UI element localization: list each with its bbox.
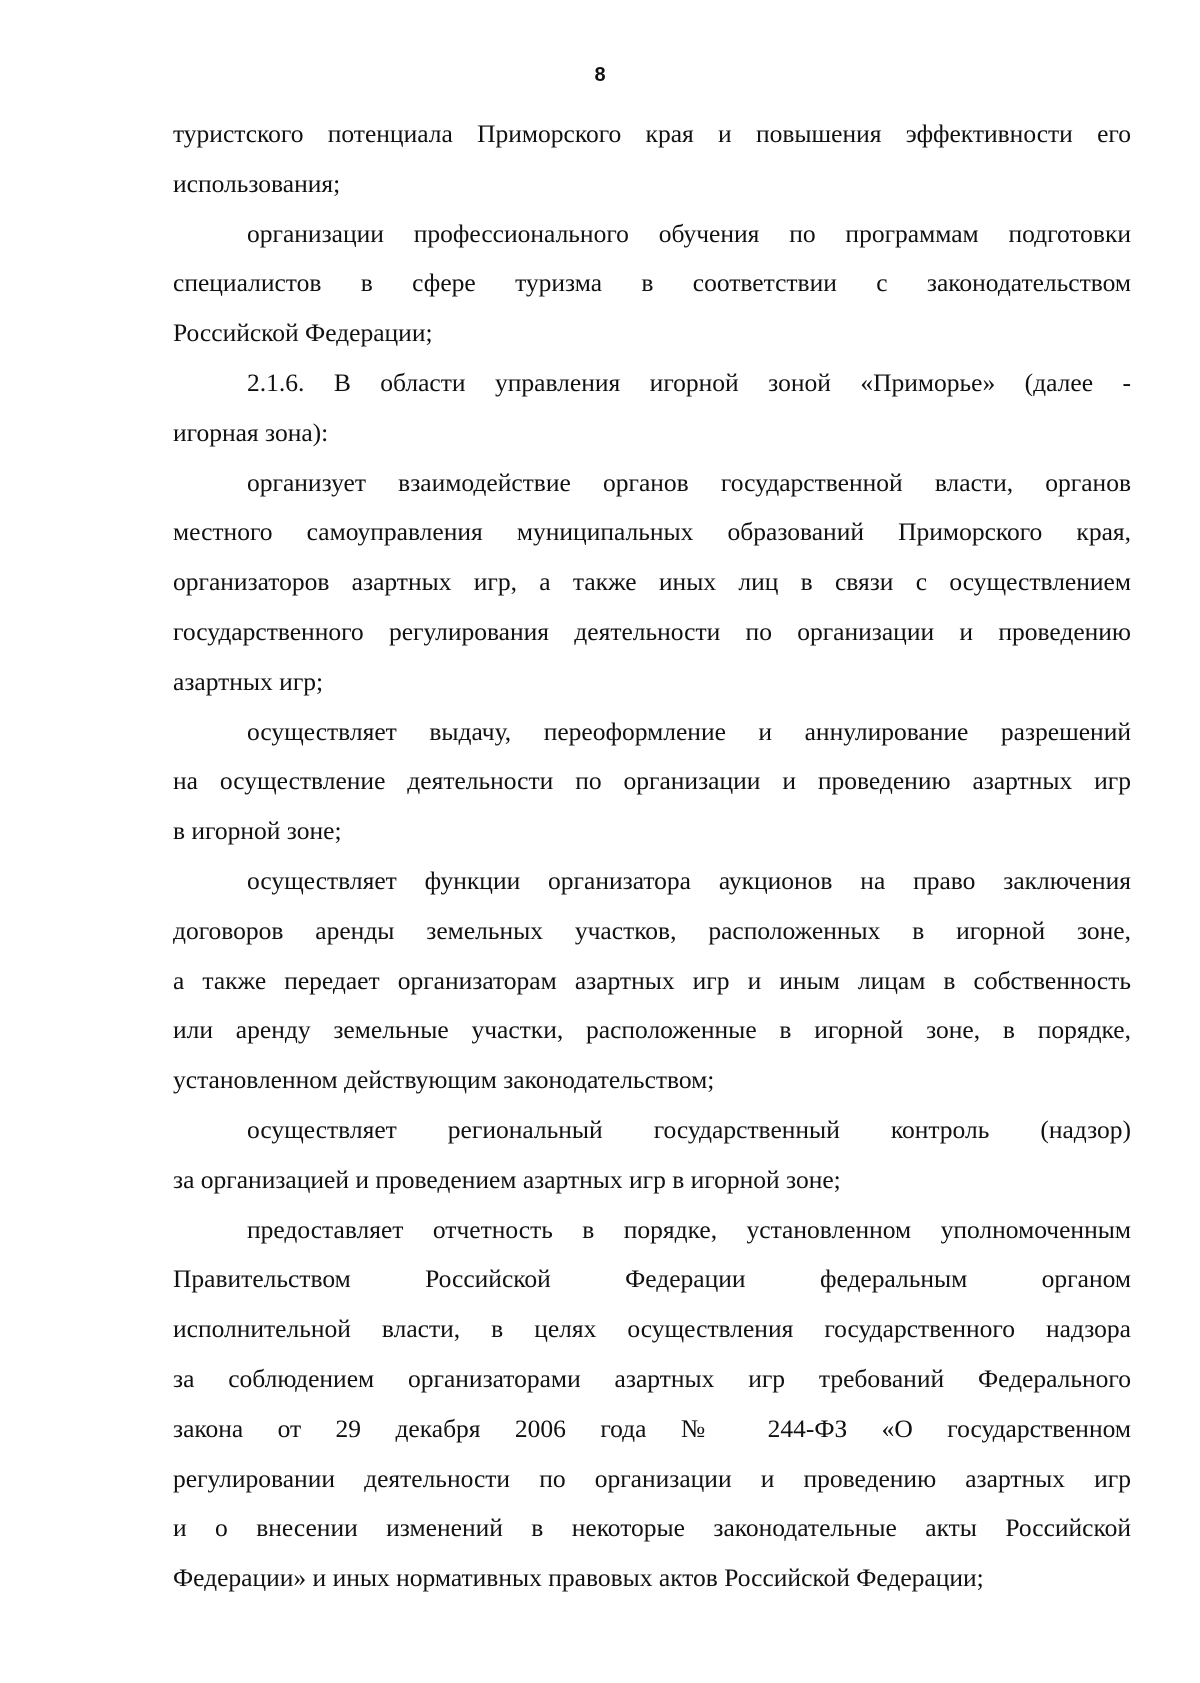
text-line: закона от 29 декабря 2006 года № 244-ФЗ «О государственном [173, 1413, 1131, 1443]
text-line: исполнительной власти, в целях осуществления государственного надзора [173, 1314, 1131, 1344]
text-line: на осуществление деятельности по организации и проведению азартных игр [173, 766, 1131, 796]
text-line: местного самоуправления муниципальных образований Приморского края, [173, 517, 1131, 547]
text-line: организаторов азартных игр, а также иных лиц в связи с осуществлением [173, 567, 1131, 597]
text-line: осуществляет функции организатора аукционов на право заключения [247, 865, 1131, 895]
text-line: государственного регулирования деятельности по организации и проведению [173, 616, 1131, 646]
text-line: азартных игр; [173, 666, 324, 696]
text-line: или аренду земельные участки, расположенные в игорной зоне, в порядке, [173, 1015, 1131, 1045]
text-line: осуществляет региональный государственный контроль (надзор) [247, 1114, 1131, 1144]
document-body [173, 109, 1131, 1603]
text-line: регулировании деятельности по организации и проведению азартных игр [173, 1463, 1131, 1493]
text-line: за соблюдением организаторами азартных игр требований Федерального [173, 1363, 1131, 1393]
text-line: организации профессионального обучения по программам подготовки [247, 218, 1131, 248]
text-line: использования; [173, 168, 341, 198]
text-line: игорная зона): [173, 417, 329, 447]
text-line: а также передает организаторам азартных игр и иным лицам в собственность [173, 965, 1131, 995]
text-line: и о внесении изменений в некоторые законодательные акты Российской [173, 1513, 1131, 1543]
text-line: за организацией и проведением азартных игр в игорной зоне; [173, 1164, 841, 1194]
text-line: предоставляет отчетность в порядке, установленном уполномоченным [247, 1214, 1131, 1244]
page-number: 8 [594, 64, 606, 86]
text-line: Российской Федерации; [173, 318, 433, 348]
text-line: установленном действующим законодательством; [173, 1065, 715, 1095]
text-line: специалистов в сфере туризма в соответствии с законодательством [173, 268, 1131, 298]
text-line: договоров аренды земельных участков, расположенных в игорной зоне, [173, 915, 1131, 945]
text-line: Федерации» и иных нормативных правовых актов Российской Федерации; [173, 1563, 984, 1593]
text-line: осуществляет выдачу, переоформление и аннулирование разрешений [247, 716, 1131, 746]
text-line: 2.1.6. В области управления игорной зоной «Приморье» (далее - [247, 367, 1131, 397]
text-line: туристского потенциала Приморского края и повышения эффективности его [173, 119, 1131, 148]
text-line: организует взаимодействие органов государственной власти, органов [247, 467, 1131, 497]
text-line: Правительством Российской Федерации федеральным органом [173, 1264, 1131, 1294]
text-line: в игорной зоне; [173, 816, 342, 846]
